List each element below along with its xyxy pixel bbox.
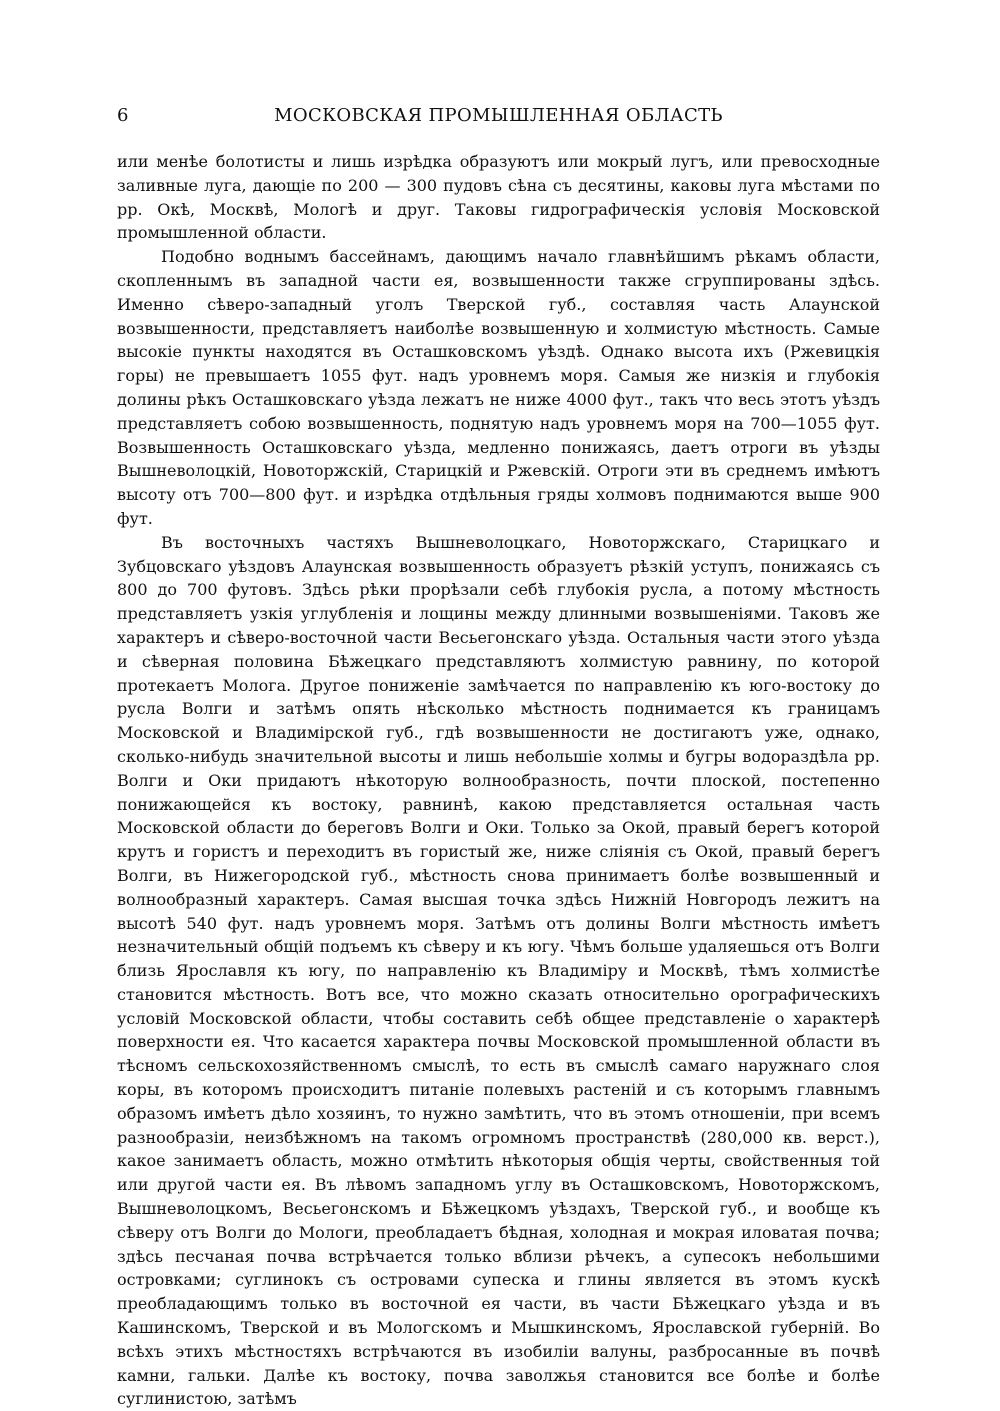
running-title: МОСКОВСКАЯ ПРОМЫШЛЕННАЯ ОБЛАСТЬ bbox=[274, 105, 723, 126]
page-header bbox=[117, 100, 880, 134]
paragraph-elevations: Подобно воднымъ бассейнамъ, дающимъ начало главнѣйшимъ рѣкамъ области, скопленнымъ въ западной части ея, возвышенности также сгруппированы здѣсь. Именно сѣверо-западный уголъ Тверской губ., составляя часть Алаунской возвышенности, представляетъ наиболѣе возвышенную и холмистую мѣстность. Самые высокіе пункты находятся въ Осташковскомъ уѣздѣ. Однако высота ихъ (Ржевицкія горы) не превышаетъ 1055 фут. надъ уровнемъ моря. Самыя же низкія и глубокія долины рѣкъ Осташковскаго уѣзда лежатъ не ниже 4000 фут., такъ что весь этотъ уѣздъ представляетъ собою возвышенность, поднятую надъ уровнемъ моря на 700—1055 фут. Возвышенность Осташковскаго уѣзда, медленно понижаясь, даетъ отроги въ уѣзды Вышневолоцкій, Новоторжскій, Старицкій и Ржевскій. Отроги эти въ среднемъ имѣютъ высоту отъ 700—800 фут. и изрѣдка отдѣльныя гряды холмовъ поднимаются выше 900 фут. bbox=[117, 247, 880, 528]
paragraph-eastern-districts-and-soil: Въ восточныхъ частяхъ Вышневолоцкаго, Новоторжскаго, Старицкаго и Зубцовскаго уѣздовъ Алаунская возвышенность образуетъ рѣзкій уступъ, понижаясь съ 800 до 700 футовъ. Здѣсь рѣки прорѣзали себѣ глубокія русла, а потому мѣстность представляетъ узкія углубленія и лощины между длинными возвышеніями. Таковъ же характеръ и сѣверо-восточной части Весьегонскаго уѣзда. Остальныя части этого уѣзда и сѣверная половина Бѣжецкаго представляютъ холмистую равнину, по которой протекаетъ Молога. Другое пониженіе замѣчается по направленію къ юго-востоку до русла Волги и затѣмъ опять нѣсколько мѣстность поднимается къ границамъ Московской и Владимірской губ., гдѣ возвышенности не достигаютъ уже, однако, сколько-нибудь значительной высоты и лишь небольшіе холмы и бугры водораздѣла рр. Волги и Оки придаютъ нѣкоторую волнообразность, почти плоской, постепенно понижающейся къ востоку, равнинѣ, какою представляется остальная часть Московской области до береговъ Волги и Оки. Только за Окой, правый берегъ которой крутъ и гористъ и переходитъ въ гористый же, ниже сліянія съ Окой, правый берегъ Волги, въ Нижегородской губ., мѣстность снова принимаетъ болѣе возвышенный и волнообразный характеръ. Самая высшая точка здѣсь Нижній Новгородъ лежитъ на высотѣ 540 фут. надъ уровнемъ моря. Затѣмъ отъ долины Волги мѣстность имѣетъ незначительный общій подъемъ къ сѣверу и къ югу. Чѣмъ больше удаляешься отъ Волги близь Ярославля къ югу, по направленію къ Владиміру и Москвѣ, тѣмъ холмистѣе становится мѣстность. Вотъ все, что можно сказать относительно орографическихъ условій Московской области, чтобы составить себѣ общее представленіе о характерѣ поверхности ея. Что касается характера почвы Московской промышленной области въ тѣсномъ сельскохозяйственномъ смыслѣ, то есть въ смыслѣ самаго наружнаго слоя коры, въ которомъ происходитъ питаніе полевыхъ растеній и съ которымъ главнымъ образомъ имѣетъ дѣло хозяинъ, то нужно замѣтить, что въ этомъ отношеніи, при всемъ разнообразіи, неизбѣжномъ на такомъ огромномъ пространствѣ (280,000 кв. верст.), какое занимаетъ область, можно отмѣтить нѣкоторыя общія черты, свойственныя той или другой части ея. Въ лѣвомъ западномъ углу въ Осташковскомъ, Новоторжскомъ, Вышневолоцкомъ, Весьегонскомъ и Бѣжецкомъ уѣздахъ, Тверской губ., и вообще къ сѣверу отъ Волги до Мологи, преобладаетъ бѣдная, холодная и мокрая иловатая почва; здѣсь песчаная почва встрѣчается только вблизи рѣчекъ, а супесокъ небольшими островками; суглинокъ съ островами супеска и глины является въ этомъ кускѣ преобладающимъ только въ восточной ея части, въ части Бѣжецкаго уѣзда и въ Кашинскомъ, Тверской и въ Мологскомъ и Мышкинскомъ, Ярославской губерній. Во всѣхъ этихъ мѣстностяхъ встрѣчаются въ изобиліи валуны, разбросанные въ почвѣ камни, гальки. Далѣе къ востоку, почва заволжья становится все болѣе и болѣе суглинистою, затѣмъ bbox=[117, 532, 880, 1409]
body-text bbox=[117, 150, 880, 1409]
paragraph-hydrography-end: или менѣе болотисты и лишь изрѣдка образуютъ или мокрый лугъ, или превосходные заливные луга, дающіе по 200 — 300 пудовъ сѣна съ десятины, каковы луга мѣстами по рр. Окѣ, Москвѣ, Мологѣ и друг. Таковы гидрографическія условія Московской промышленной области. bbox=[117, 152, 880, 243]
page-number: 6 bbox=[117, 105, 129, 126]
